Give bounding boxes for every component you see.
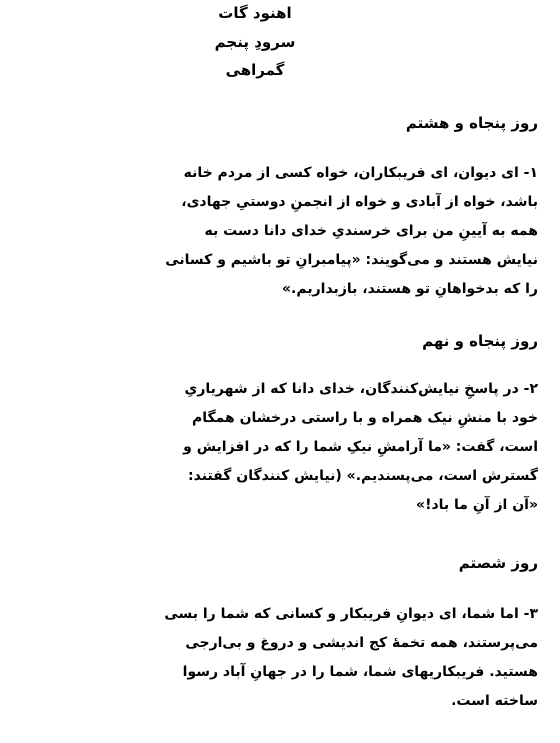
verse-2-paragraph	[183, 375, 538, 520]
verse-line: هستید. فریبکاریهای شما، شما را در جهانِ آباد رسوا	[182, 664, 538, 680]
verse-line: ۱- ای دیوان، ای فریبکاران، خواه کسی از مردم خانه	[183, 165, 538, 181]
chapter-title: اهنود گات	[218, 4, 292, 22]
section-heading-day-60: روز شصتم	[458, 554, 538, 572]
section-heading-day-59: روز پنجاه و نهم	[422, 332, 538, 350]
verse-line: ۲- در پاسخِ نیایش‌کنندگان، خدای دانا که از شهریاریِ	[184, 381, 538, 397]
verse-line: ساخته است.	[451, 693, 538, 709]
song-subtitle: گمراهی	[225, 61, 285, 79]
verse-line: همه به آیینِ من برای خرسندیِ خدای دانا دست به	[204, 223, 538, 239]
verse-line: خود با منشِ نیک همراه و با راستی درخشان همگام	[191, 410, 538, 426]
verse-line: ۳- اما شما، ای دیوانِ فریبکار و کسانی که شما را بسی	[164, 606, 538, 622]
verse-line: می‌پرستند، همه تخمهٔ کج اندیشی و دروغ و بی‌ارجی	[185, 635, 538, 651]
verse-line: نیایش هستند و می‌گویند: «پیامبرانِ تو باشیم و کسانی	[165, 252, 538, 268]
verse-3-paragraph	[164, 600, 538, 716]
verse-line: «آن از آنِ ما باد!»	[416, 497, 538, 513]
verse-line: گسترش است، می‌پسندیم.» (نیایش کنندگان گفتند:	[188, 468, 538, 484]
verse-line: را که بدخواهانِ تو هستند، بازبداریم.»	[282, 281, 538, 297]
section-heading-day-58: روز پنجاه و هشتم	[405, 114, 538, 132]
verse-line: باشد، خواه از آبادی و خواه از انجمنِ دوستیِ جهادی،	[181, 194, 538, 210]
song-title: سرودِ پنجم	[214, 33, 296, 51]
verse-1-paragraph	[165, 159, 538, 304]
verse-line: است، گفت: «ما آرامشِ نیکِ شما را که در افزایش و	[183, 439, 538, 455]
